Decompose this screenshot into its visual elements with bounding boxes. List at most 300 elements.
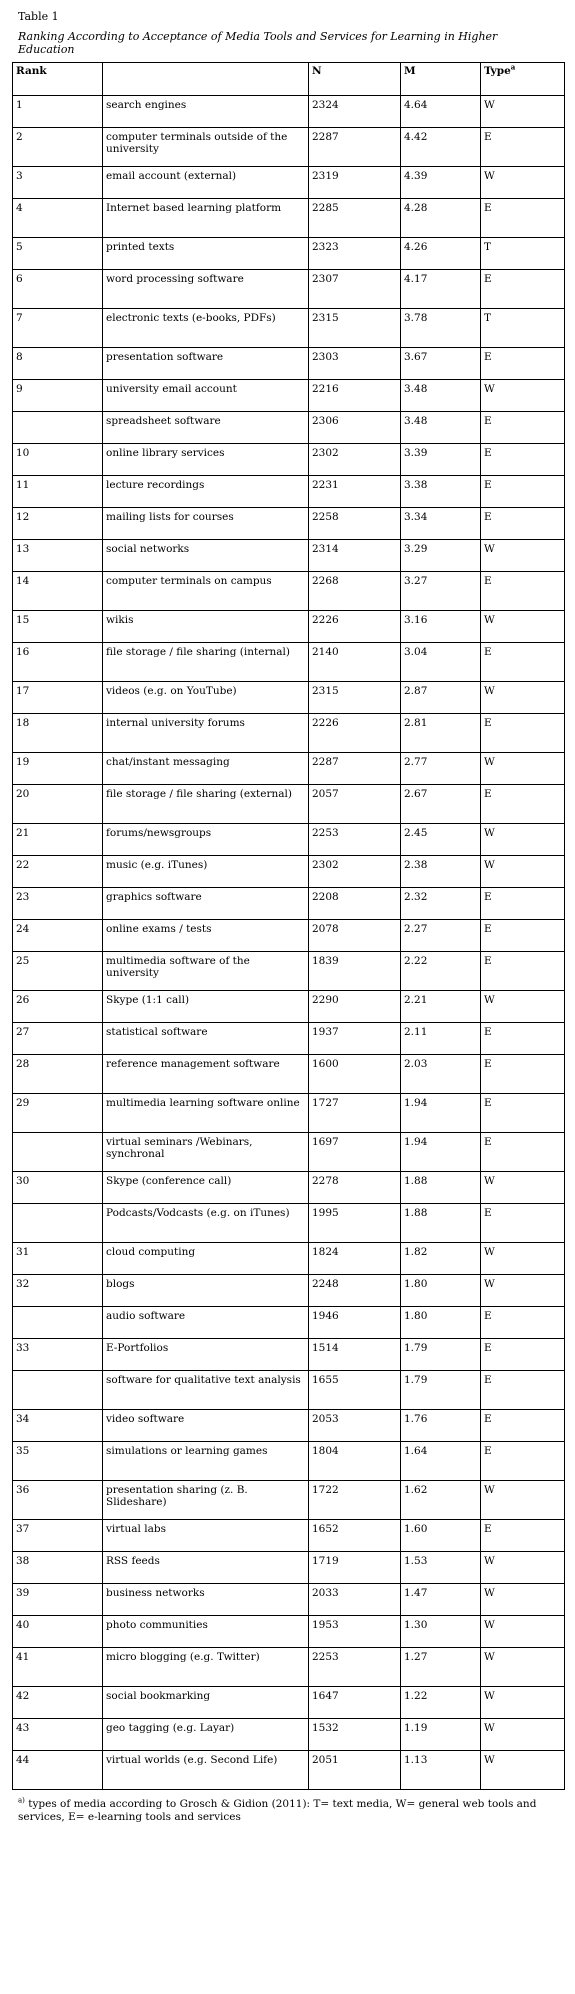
cell-tool: blogs [103, 1275, 309, 1307]
cell-tool: virtual seminars /Webinars, synchronal [103, 1133, 309, 1172]
cell-n: 2278 [309, 1172, 401, 1204]
table-row [13, 1410, 565, 1442]
cell-rank [13, 1204, 103, 1243]
cell-type: E [481, 572, 565, 611]
cell-type: E [481, 785, 565, 824]
table-body [13, 96, 565, 1790]
cell-m: 1.27 [401, 1648, 481, 1687]
cell-n: 2053 [309, 1410, 401, 1442]
cell-type: W [481, 753, 565, 785]
table-row [13, 167, 565, 199]
cell-n: 1514 [309, 1339, 401, 1371]
cell-rank: 31 [13, 1243, 103, 1275]
cell-tool: Internet based learning platform [103, 199, 309, 238]
cell-n: 1995 [309, 1204, 401, 1243]
cell-type: W [481, 540, 565, 572]
cell-tool: Skype (conference call) [103, 1172, 309, 1204]
cell-rank: 40 [13, 1616, 103, 1648]
cell-m: 1.94 [401, 1094, 481, 1133]
cell-tool: online exams / tests [103, 920, 309, 952]
cell-tool: computer terminals outside of the university [103, 128, 309, 167]
cell-n: 2315 [309, 682, 401, 714]
cell-n: 2324 [309, 96, 401, 128]
header-type-label: Type [484, 65, 511, 77]
table-row [13, 540, 565, 572]
ranking-table [12, 62, 565, 1790]
cell-m: 3.38 [401, 476, 481, 508]
cell-type: W [481, 1751, 565, 1790]
cell-rank: 39 [13, 1584, 103, 1616]
cell-m: 3.67 [401, 348, 481, 380]
cell-rank: 27 [13, 1023, 103, 1055]
table-row [13, 643, 565, 682]
cell-m: 2.67 [401, 785, 481, 824]
cell-tool: videos (e.g. on YouTube) [103, 682, 309, 714]
cell-type: E [481, 508, 565, 540]
cell-m: 4.39 [401, 167, 481, 199]
cell-m: 2.77 [401, 753, 481, 785]
cell-type: E [481, 1133, 565, 1172]
cell-rank: 34 [13, 1410, 103, 1442]
cell-type: E [481, 348, 565, 380]
cell-m: 1.76 [401, 1410, 481, 1442]
cell-rank: 11 [13, 476, 103, 508]
cell-type: E [481, 1094, 565, 1133]
cell-n: 2302 [309, 856, 401, 888]
cell-m: 3.29 [401, 540, 481, 572]
cell-m: 1.80 [401, 1307, 481, 1339]
cell-tool: internal university forums [103, 714, 309, 753]
cell-rank: 32 [13, 1275, 103, 1307]
cell-type: E [481, 952, 565, 991]
cell-n: 1647 [309, 1687, 401, 1719]
cell-m: 1.60 [401, 1520, 481, 1552]
header-tool [103, 63, 309, 96]
cell-n: 1804 [309, 1442, 401, 1481]
cell-tool: mailing lists for courses [103, 508, 309, 540]
cell-type: E [481, 476, 565, 508]
cell-type: W [481, 167, 565, 199]
header-n: N [309, 63, 401, 96]
cell-tool: music (e.g. iTunes) [103, 856, 309, 888]
cell-m: 1.62 [401, 1481, 481, 1520]
cell-n: 2319 [309, 167, 401, 199]
cell-tool: online library services [103, 444, 309, 476]
cell-m: 2.38 [401, 856, 481, 888]
cell-tool: Podcasts/Vodcasts (e.g. on iTunes) [103, 1204, 309, 1243]
cell-tool: multimedia learning software online [103, 1094, 309, 1133]
cell-n: 2306 [309, 412, 401, 444]
cell-rank [13, 412, 103, 444]
cell-m: 4.42 [401, 128, 481, 167]
table-row [13, 1520, 565, 1552]
cell-m: 1.79 [401, 1371, 481, 1410]
cell-rank: 25 [13, 952, 103, 991]
cell-tool: social networks [103, 540, 309, 572]
footnote-text: types of media according to Grosch & Gidion (2011): T= text media, W= general web tools and services, E= e-learning tools and services [18, 1798, 537, 1823]
cell-m: 1.88 [401, 1172, 481, 1204]
cell-type: W [481, 96, 565, 128]
cell-m: 4.26 [401, 238, 481, 270]
table-row [13, 1552, 565, 1584]
cell-rank: 19 [13, 753, 103, 785]
cell-tool: presentation software [103, 348, 309, 380]
cell-rank: 35 [13, 1442, 103, 1481]
cell-n: 1839 [309, 952, 401, 991]
cell-n: 2253 [309, 1648, 401, 1687]
table-row [13, 1687, 565, 1719]
cell-type: W [481, 1616, 565, 1648]
table-row [13, 920, 565, 952]
cell-rank: 28 [13, 1055, 103, 1094]
cell-m: 1.47 [401, 1584, 481, 1616]
cell-m: 1.13 [401, 1751, 481, 1790]
cell-tool: file storage / file sharing (external) [103, 785, 309, 824]
cell-rank: 36 [13, 1481, 103, 1520]
cell-tool: word processing software [103, 270, 309, 309]
cell-m: 4.64 [401, 96, 481, 128]
cell-type: T [481, 238, 565, 270]
cell-m: 1.30 [401, 1616, 481, 1648]
cell-n: 2314 [309, 540, 401, 572]
cell-m: 2.45 [401, 824, 481, 856]
table-row [13, 682, 565, 714]
header-m: M [401, 63, 481, 96]
cell-type: W [481, 1648, 565, 1687]
cell-n: 2258 [309, 508, 401, 540]
cell-n: 2033 [309, 1584, 401, 1616]
table-row [13, 1094, 565, 1133]
cell-tool: lecture recordings [103, 476, 309, 508]
cell-type: E [481, 444, 565, 476]
table-row [13, 1204, 565, 1243]
cell-type: E [481, 1520, 565, 1552]
cell-m: 2.87 [401, 682, 481, 714]
cell-m: 3.34 [401, 508, 481, 540]
cell-type: W [481, 682, 565, 714]
table-row [13, 824, 565, 856]
cell-n: 2226 [309, 611, 401, 643]
cell-rank: 22 [13, 856, 103, 888]
cell-rank: 29 [13, 1094, 103, 1133]
cell-m: 2.11 [401, 1023, 481, 1055]
cell-type: W [481, 611, 565, 643]
cell-m: 3.27 [401, 572, 481, 611]
cell-tool: social bookmarking [103, 1687, 309, 1719]
cell-n: 2226 [309, 714, 401, 753]
cell-n: 2140 [309, 643, 401, 682]
cell-tool: computer terminals on campus [103, 572, 309, 611]
cell-tool: spreadsheet software [103, 412, 309, 444]
cell-type: W [481, 380, 565, 412]
table-footnote [18, 1798, 558, 1824]
cell-type: E [481, 1023, 565, 1055]
cell-m: 4.17 [401, 270, 481, 309]
table-row [13, 1243, 565, 1275]
cell-type: E [481, 1410, 565, 1442]
cell-type: W [481, 1552, 565, 1584]
cell-tool: presentation sharing (z. B. Slideshare) [103, 1481, 309, 1520]
cell-n: 1532 [309, 1719, 401, 1751]
table-row [13, 380, 565, 412]
cell-m: 1.88 [401, 1204, 481, 1243]
cell-n: 1600 [309, 1055, 401, 1094]
cell-tool: search engines [103, 96, 309, 128]
cell-tool: forums/newsgroups [103, 824, 309, 856]
table-row [13, 952, 565, 991]
cell-type: W [481, 991, 565, 1023]
cell-n: 2287 [309, 128, 401, 167]
cell-type: T [481, 309, 565, 348]
cell-n: 2253 [309, 824, 401, 856]
cell-tool: video software [103, 1410, 309, 1442]
cell-type: W [481, 1481, 565, 1520]
table-row [13, 1719, 565, 1751]
cell-type: W [481, 824, 565, 856]
cell-m: 3.78 [401, 309, 481, 348]
cell-type: W [481, 1243, 565, 1275]
cell-tool: software for qualitative text analysis [103, 1371, 309, 1410]
cell-tool: university email account [103, 380, 309, 412]
table-row [13, 1584, 565, 1616]
cell-rank: 24 [13, 920, 103, 952]
cell-m: 3.48 [401, 380, 481, 412]
cell-rank: 37 [13, 1520, 103, 1552]
cell-type: W [481, 1719, 565, 1751]
cell-type: E [481, 270, 565, 309]
cell-tool: reference management software [103, 1055, 309, 1094]
table-row [13, 1275, 565, 1307]
table-row [13, 888, 565, 920]
cell-type: E [481, 1204, 565, 1243]
footnote-marker: a) [18, 1796, 25, 1805]
table-title: Ranking According to Acceptance of Media Tools and Services for Learning in Higher Education [18, 30, 498, 56]
cell-type: E [481, 888, 565, 920]
table-row [13, 199, 565, 238]
cell-tool: email account (external) [103, 167, 309, 199]
cell-rank: 42 [13, 1687, 103, 1719]
cell-rank [13, 1371, 103, 1410]
cell-type: E [481, 1371, 565, 1410]
cell-tool: photo communities [103, 1616, 309, 1648]
cell-tool: audio software [103, 1307, 309, 1339]
table-row [13, 96, 565, 128]
cell-type: E [481, 1055, 565, 1094]
cell-rank: 14 [13, 572, 103, 611]
cell-type: E [481, 128, 565, 167]
cell-type: E [481, 643, 565, 682]
cell-tool: virtual labs [103, 1520, 309, 1552]
cell-tool: Skype (1:1 call) [103, 991, 309, 1023]
table-row [13, 753, 565, 785]
cell-tool: chat/instant messaging [103, 753, 309, 785]
cell-n: 1727 [309, 1094, 401, 1133]
cell-type: E [481, 1442, 565, 1481]
cell-n: 2303 [309, 348, 401, 380]
cell-type: E [481, 714, 565, 753]
cell-rank: 44 [13, 1751, 103, 1790]
table-row [13, 611, 565, 643]
cell-rank: 10 [13, 444, 103, 476]
cell-rank [13, 1133, 103, 1172]
header-type [481, 63, 565, 96]
cell-n: 2078 [309, 920, 401, 952]
cell-type: E [481, 1339, 565, 1371]
cell-rank: 1 [13, 96, 103, 128]
cell-rank: 5 [13, 238, 103, 270]
cell-n: 1697 [309, 1133, 401, 1172]
table-row [13, 1307, 565, 1339]
header-rank: Rank [13, 63, 103, 96]
table-row [13, 128, 565, 167]
table-row [13, 508, 565, 540]
cell-tool: multimedia software of the university [103, 952, 309, 991]
cell-type: W [481, 856, 565, 888]
cell-type: W [481, 1275, 565, 1307]
cell-tool: business networks [103, 1584, 309, 1616]
cell-n: 2208 [309, 888, 401, 920]
cell-rank: 41 [13, 1648, 103, 1687]
cell-rank: 21 [13, 824, 103, 856]
cell-rank: 4 [13, 199, 103, 238]
cell-tool: statistical software [103, 1023, 309, 1055]
table-row [13, 1648, 565, 1687]
cell-tool: virtual worlds (e.g. Second Life) [103, 1751, 309, 1790]
cell-n: 2057 [309, 785, 401, 824]
table-row [13, 348, 565, 380]
cell-tool: file storage / file sharing (internal) [103, 643, 309, 682]
cell-tool: cloud computing [103, 1243, 309, 1275]
cell-n: 2302 [309, 444, 401, 476]
table-row [13, 238, 565, 270]
cell-tool: E-Portfolios [103, 1339, 309, 1371]
cell-rank: 8 [13, 348, 103, 380]
cell-m: 2.22 [401, 952, 481, 991]
cell-m: 3.48 [401, 412, 481, 444]
cell-n: 1719 [309, 1552, 401, 1584]
table-row [13, 1751, 565, 1790]
cell-tool: geo tagging (e.g. Layar) [103, 1719, 309, 1751]
table-row [13, 1055, 565, 1094]
table-row [13, 1442, 565, 1481]
cell-n: 2285 [309, 199, 401, 238]
table-row [13, 1023, 565, 1055]
cell-tool: simulations or learning games [103, 1442, 309, 1481]
cell-n: 1824 [309, 1243, 401, 1275]
cell-m: 2.27 [401, 920, 481, 952]
cell-rank: 13 [13, 540, 103, 572]
cell-n: 2051 [309, 1751, 401, 1790]
cell-m: 1.53 [401, 1552, 481, 1584]
cell-rank: 17 [13, 682, 103, 714]
cell-rank: 18 [13, 714, 103, 753]
cell-rank [13, 1307, 103, 1339]
cell-n: 1946 [309, 1307, 401, 1339]
cell-n: 2248 [309, 1275, 401, 1307]
cell-n: 2290 [309, 991, 401, 1023]
table-row [13, 572, 565, 611]
cell-m: 1.64 [401, 1442, 481, 1481]
cell-tool: graphics software [103, 888, 309, 920]
cell-tool: RSS feeds [103, 1552, 309, 1584]
cell-type: W [481, 1172, 565, 1204]
table-row [13, 856, 565, 888]
cell-n: 2216 [309, 380, 401, 412]
cell-tool: electronic texts (e-books, PDFs) [103, 309, 309, 348]
cell-n: 2231 [309, 476, 401, 508]
header-type-footnote-marker: a [510, 62, 516, 72]
cell-tool: printed texts [103, 238, 309, 270]
cell-rank: 16 [13, 643, 103, 682]
cell-rank: 33 [13, 1339, 103, 1371]
cell-n: 2323 [309, 238, 401, 270]
cell-n: 1655 [309, 1371, 401, 1410]
cell-m: 3.39 [401, 444, 481, 476]
table-label: Table 1 [18, 10, 59, 23]
cell-n: 1937 [309, 1023, 401, 1055]
cell-rank: 15 [13, 611, 103, 643]
cell-rank: 6 [13, 270, 103, 309]
table-row [13, 1339, 565, 1371]
table-row [13, 270, 565, 309]
cell-rank: 12 [13, 508, 103, 540]
cell-m: 2.21 [401, 991, 481, 1023]
cell-type: W [481, 1584, 565, 1616]
cell-m: 1.82 [401, 1243, 481, 1275]
cell-tool: micro blogging (e.g. Twitter) [103, 1648, 309, 1687]
cell-n: 1953 [309, 1616, 401, 1648]
cell-m: 1.19 [401, 1719, 481, 1751]
cell-n: 2315 [309, 309, 401, 348]
cell-m: 4.28 [401, 199, 481, 238]
cell-rank: 9 [13, 380, 103, 412]
cell-m: 1.80 [401, 1275, 481, 1307]
cell-m: 1.22 [401, 1687, 481, 1719]
cell-type: E [481, 1307, 565, 1339]
cell-rank: 3 [13, 167, 103, 199]
cell-type: E [481, 920, 565, 952]
table-row [13, 444, 565, 476]
cell-rank: 30 [13, 1172, 103, 1204]
cell-n: 2287 [309, 753, 401, 785]
table-row [13, 476, 565, 508]
table-row [13, 1371, 565, 1410]
table-row [13, 991, 565, 1023]
table-row [13, 1481, 565, 1520]
cell-rank: 43 [13, 1719, 103, 1751]
cell-rank: 20 [13, 785, 103, 824]
table-row [13, 785, 565, 824]
cell-rank: 26 [13, 991, 103, 1023]
cell-n: 2268 [309, 572, 401, 611]
cell-type: E [481, 199, 565, 238]
cell-m: 1.79 [401, 1339, 481, 1371]
cell-rank: 23 [13, 888, 103, 920]
cell-m: 2.32 [401, 888, 481, 920]
cell-m: 2.81 [401, 714, 481, 753]
cell-tool: wikis [103, 611, 309, 643]
cell-m: 2.03 [401, 1055, 481, 1094]
table-header-row [13, 63, 565, 96]
cell-type: W [481, 1687, 565, 1719]
cell-n: 1722 [309, 1481, 401, 1520]
table-row [13, 1172, 565, 1204]
cell-m: 3.16 [401, 611, 481, 643]
table-row [13, 309, 565, 348]
table-row [13, 1616, 565, 1648]
document-page [0, 4, 575, 1824]
cell-m: 1.94 [401, 1133, 481, 1172]
